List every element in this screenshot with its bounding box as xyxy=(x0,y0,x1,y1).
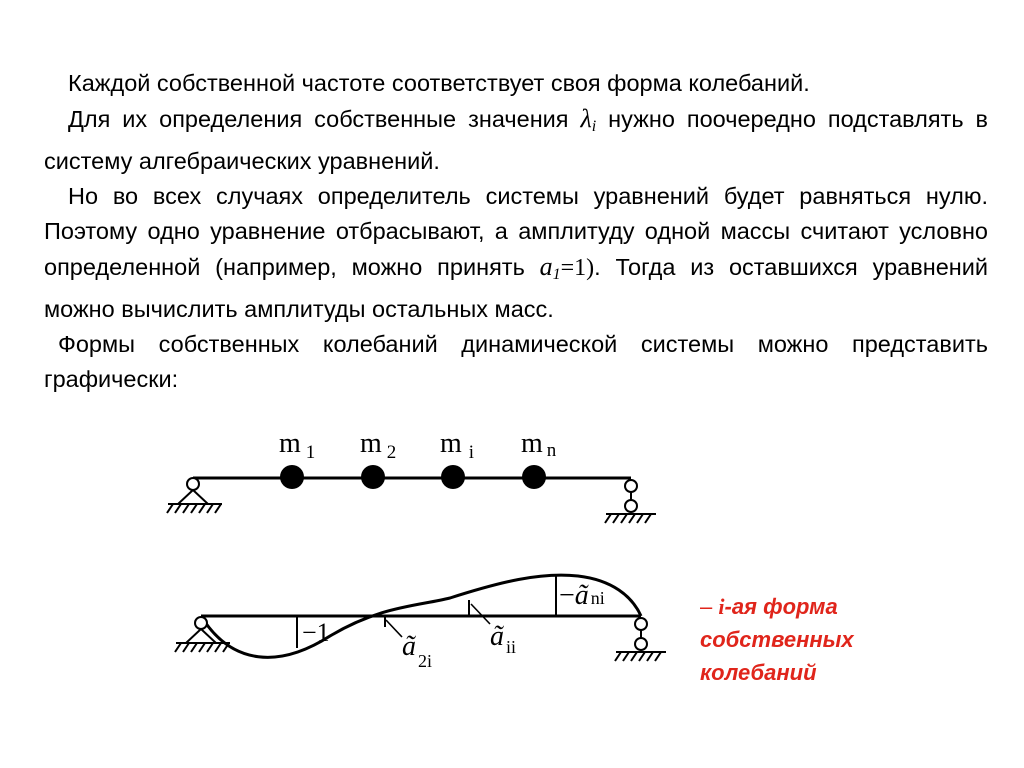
mass-n-label: m n xyxy=(521,428,557,461)
label-a1: −1 xyxy=(302,618,330,647)
paragraph-2-text-end: нужно поочередно подставлять в систему алгебраических уравнений. xyxy=(44,106,988,174)
caption-line-2: собственных xyxy=(700,627,854,652)
mass-labels xyxy=(279,428,557,463)
lambda-letter: λ xyxy=(580,104,592,133)
amplitude-subscript: 1 xyxy=(552,266,561,283)
label-ai: ã $_{ii}$ xyxy=(490,621,517,657)
label-an: −ã ni xyxy=(559,580,605,611)
beam-with-masses xyxy=(167,478,656,523)
mode-caption xyxy=(700,590,960,689)
paragraph-3-text-end: . Тогда из оставшихся уравнений можно вычислить амплитуды остальных масс. xyxy=(44,254,988,322)
amplitude-equation: =1) xyxy=(560,255,595,281)
lambda-subscript: i xyxy=(591,118,597,135)
paragraph-3-text-start: Но во всех случаях определитель системы уравнений будет равняться нулю. Поэтому одно уравнение отбрасывают, а амплитуду одной массы считают условно определенной (например, можно принять xyxy=(44,183,988,280)
caption-symbol: i xyxy=(718,594,725,619)
mass-2-label: m $_2$ xyxy=(360,428,397,463)
paragraph-2-text-start: Для их определения собственные значения xyxy=(68,106,581,132)
mode-right-roller-support xyxy=(615,618,666,661)
caption-dash: – xyxy=(700,594,713,619)
paragraph-4-text: Формы собственных колебаний динамической системы можно представить графически: xyxy=(44,331,988,392)
label-a2: ã $_{2i}$ xyxy=(402,631,433,671)
amplitude-letter: a xyxy=(539,252,553,281)
top-right-roller-support xyxy=(605,480,656,523)
mass-i xyxy=(441,465,465,489)
caption-line-3: колебаний xyxy=(700,660,817,685)
mass-i-label: m $_i$ xyxy=(440,428,475,463)
mode-left-pin-support xyxy=(175,617,230,652)
mass-1-label: m $_1$ xyxy=(279,428,316,463)
mass-2 xyxy=(361,465,385,489)
mass-n xyxy=(522,465,546,489)
leader-a2 xyxy=(386,620,402,637)
top-left-pin-support xyxy=(167,478,222,513)
mass-1 xyxy=(280,465,304,489)
caption-line-1 xyxy=(700,590,960,623)
leader-ai xyxy=(471,604,490,624)
paragraph-1-text: Каждой собственной частоте соответствует своя форма колебаний. xyxy=(68,70,810,96)
caption-line-1-text: -ая форма xyxy=(724,594,838,619)
